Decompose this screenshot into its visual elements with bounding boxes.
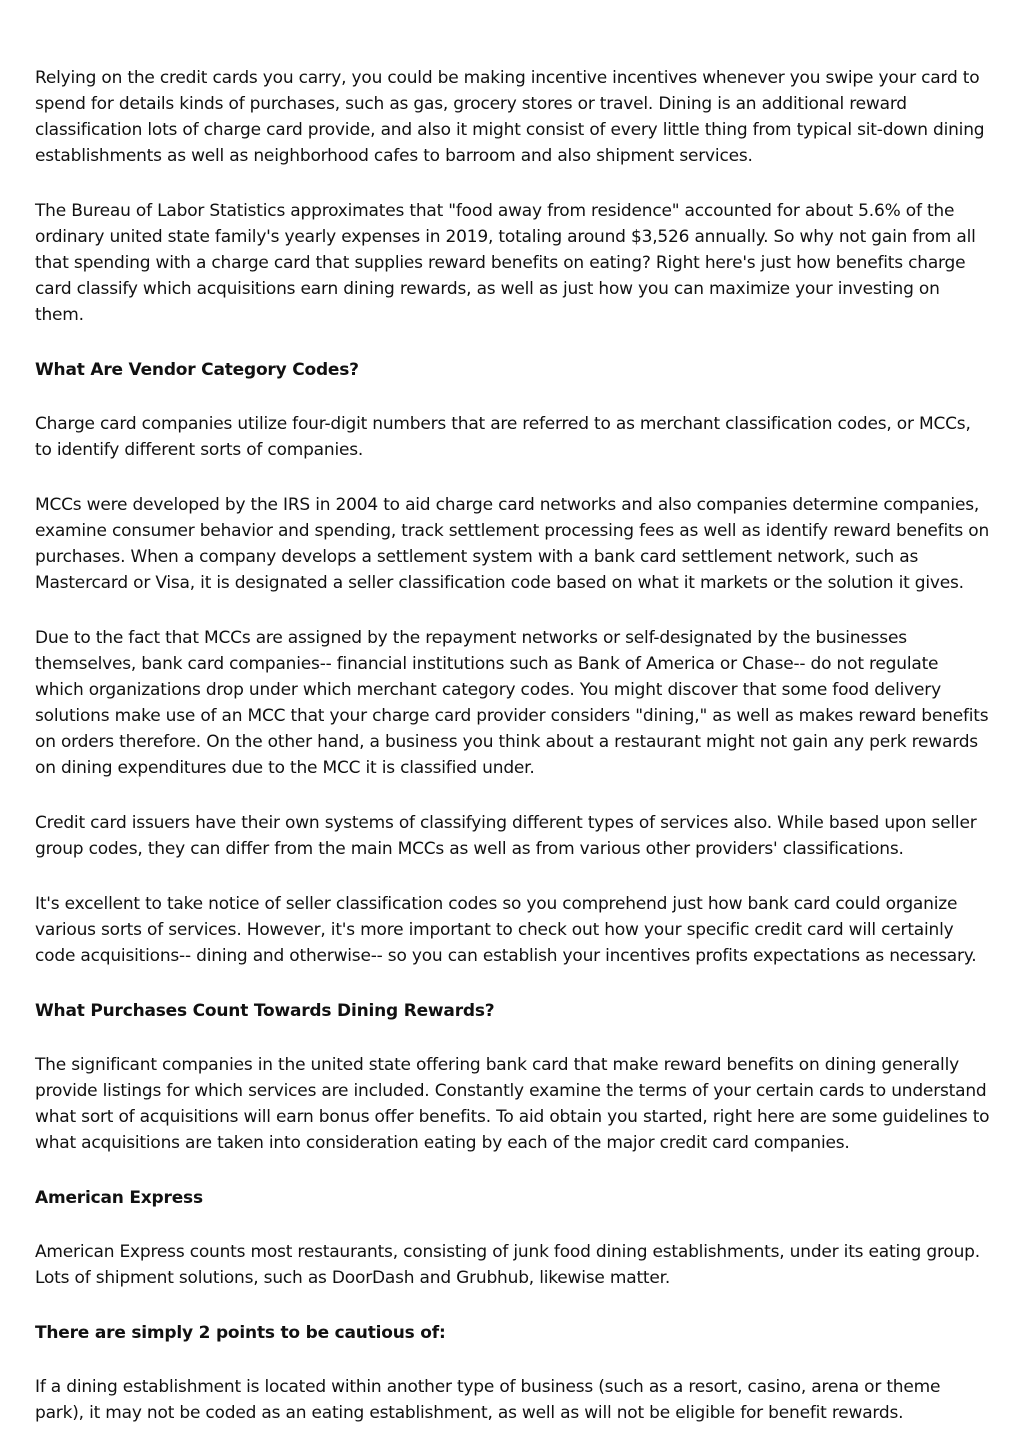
paragraph-mcc-assignment: Due to the fact that MCCs are assigned by the repayment networks or self-designated by the businesses themselves, bank card companies-- financial institutions such as Bank of America or Chase-- do not regulate which organizations drop under which merchant category codes. You might discover that some food delivery solutions make use of an MCC that your charge card provider considers "dining," as well as makes reward benefits on orders therefore. On the other hand, a business you think about a restaurant might not gain any perk rewards on dining expenditures due to the MCC it is classified under. [35, 628, 989, 778]
paragraph-caution-location: If a dining establishment is located within another type of business (such as a resort, casino, arena or theme park), it may not be coded as an eating establishment, as well as will not be eligible for benefit rewards. [35, 1377, 941, 1423]
heading-cautions: There are simply 2 points to be cautious of: [35, 1323, 446, 1343]
paragraph-issuer-systems: Credit card issuers have their own systems of classifying different types of services also. While based upon seller group codes, they can differ from the main MCCs as well as from various other providers' classifications. [35, 813, 977, 859]
heading-dining-rewards-purchases: What Purchases Count Towards Dining Rewards? [35, 1001, 495, 1021]
paragraph-seller-codes-advice: It's excellent to take notice of seller classification codes so you comprehend just how bank card could organize various sorts of services. However, it's more important to check out how your specific credit card will certainly code acquisitions-- dining and otherwise-- so you can establish your incentives profits expectations as necessary. [35, 894, 977, 966]
paragraph-bls-statistics: The Bureau of Labor Statistics approximates that "food away from residence" accounted for about 5.6% of the ordinary united state family's yearly expenses in 2019, totaling around $3,526 annually. So why not gain from all that spending with a charge card that supplies reward benefits on eating? Right here's just how benefits charge card classify which acquisitions earn dining rewards, as well as just how you can maximize your investing on them. [35, 201, 976, 325]
heading-american-express: American Express [35, 1188, 203, 1208]
paragraph-major-companies: The significant companies in the united state offering bank card that make reward benefits on dining generally provide listings for which services are included. Constantly examine the terms of your certain cards to understand what sort of acquisitions will earn bonus offer benefits. To aid obtain you started, right here are some guidelines to what acquisitions are taken into consideration eating by each of the major credit card companies. [35, 1055, 990, 1153]
paragraph-mcc-definition: Charge card companies utilize four-digit numbers that are referred to as merchant classification codes, or MCCs, to identify different sorts of companies. [35, 414, 971, 460]
document-body [35, 65, 990, 1455]
heading-vendor-category-codes: What Are Vendor Category Codes? [35, 360, 359, 380]
paragraph-mcc-history: MCCs were developed by the IRS in 2004 to aid charge card networks and also companies determine companies, examine consumer behavior and spending, track settlement processing fees as well as identify reward benefits on purchases. When a company develops a settlement system with a bank card settlement network, such as Mastercard or Visa, it is designated a seller classification code based on what it markets or the solution it gives. [35, 495, 990, 593]
paragraph-intro: Relying on the credit cards you carry, you could be making incentive incentives whenever you swipe your card to spend for details kinds of purchases, such as gas, grocery stores or travel. Dining is an additional reward classification lots of charge card provide, and also it might consist of every little thing from typical sit-down dining establishments as well as neighborhood cafes to barroom and also shipment services. [35, 68, 985, 166]
paragraph-amex-dining: American Express counts most restaurants, consisting of junk food dining establishments, under its eating group. Lots of shipment solutions, such as DoorDash and Grubhub, likewise matter. [35, 1242, 980, 1288]
